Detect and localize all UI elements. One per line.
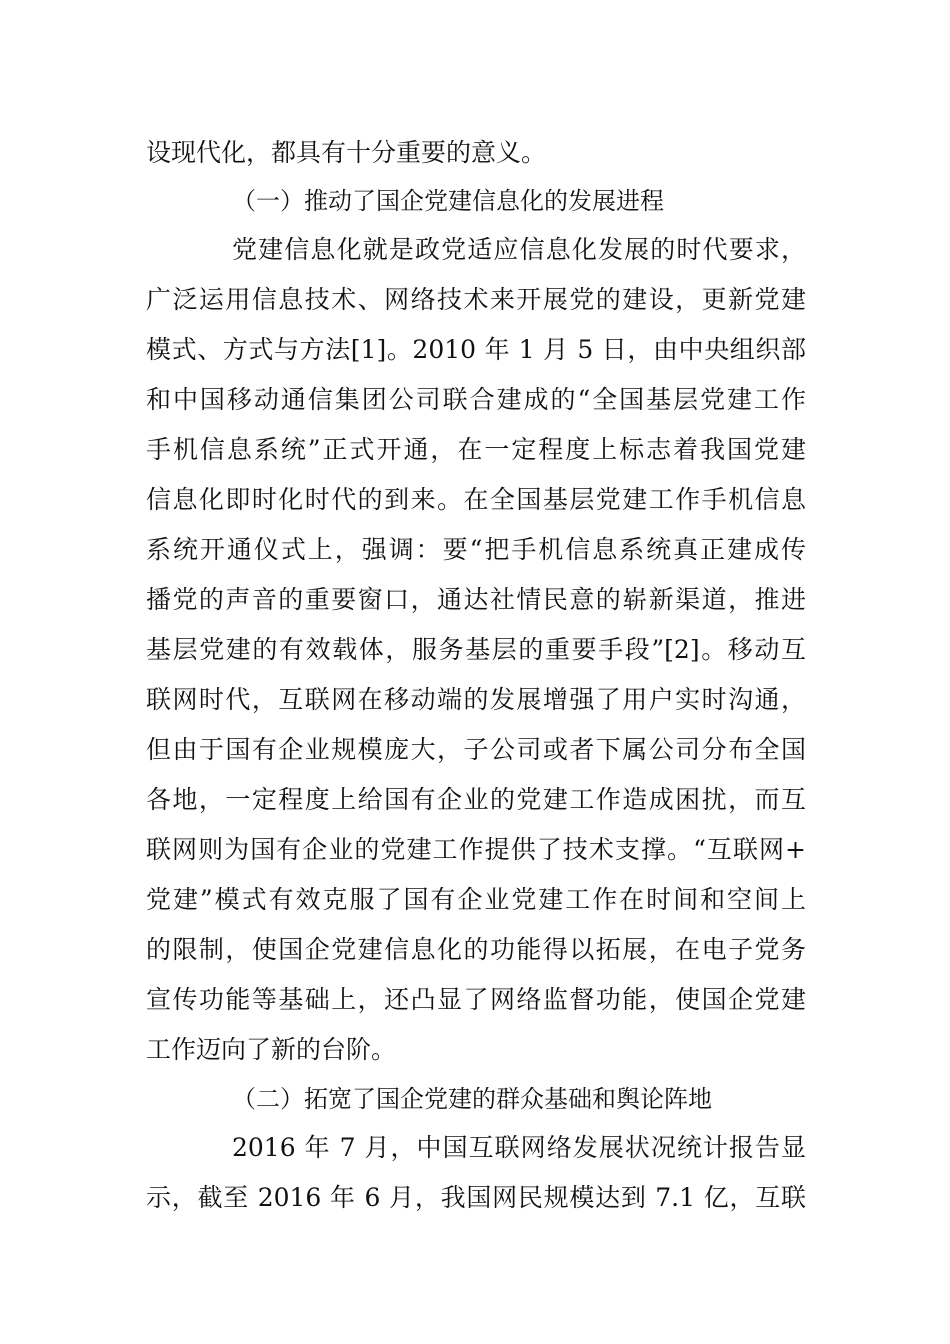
text-line: 联网则为国有企业的党建工作提供了技术支撑。“互联网+ — [146, 835, 806, 864]
text-line: 和中国移动通信集团公司联合建成的“全国基层党建工作 — [146, 385, 806, 414]
text-line: 设现代化，都具有十分重要的意义。 — [146, 138, 547, 167]
text-line: 信息化即时化时代的到来。在全国基层党建工作手机信息 — [146, 485, 806, 514]
section-heading-1: （一）推动了国企党建信息化的发展进程 — [232, 187, 664, 215]
text-line: 2016 年 7 月，中国互联网络发展状况统计报告显 — [232, 1133, 806, 1162]
text-line: 广泛运用信息技术、网络技术来开展党的建设，更新党建 — [146, 285, 806, 314]
text-line: 联网时代，互联网在移动端的发展增强了用户实时沟通， — [146, 685, 806, 714]
text-line: 党建信息化就是政党适应信息化发展的时代要求， — [232, 235, 806, 264]
section-heading-2: （二）拓宽了国企党建的群众基础和舆论阵地 — [232, 1085, 712, 1113]
text-line: 播党的声音的重要窗口，通达社情民意的崭新渠道，推进 — [146, 585, 806, 614]
text-line: 示，截至 2016 年 6 月，我国网民规模达到 7.1 亿，互联 — [146, 1183, 806, 1212]
text-line: 模式、方式与方法[1]。2010 年 1 月 5 日，由中央组织部 — [146, 335, 806, 364]
text-line: 各地，一定程度上给国有企业的党建工作造成困扰，而互 — [146, 785, 806, 814]
text-line: 手机信息系统”正式开通，在一定程度上标志着我国党建 — [146, 435, 806, 464]
text-line: 党建”模式有效克服了国有企业党建工作在时间和空间上 — [146, 885, 806, 914]
text-line: 工作迈向了新的台阶。 — [146, 1035, 397, 1064]
text-line: 宣传功能等基础上，还凸显了网络监督功能，使国企党建 — [146, 985, 806, 1014]
text-line: 但由于国有企业规模庞大，子公司或者下属公司分布全国 — [146, 735, 806, 764]
text-line: 系统开通仪式上，强调：要“把手机信息系统真正建成传 — [146, 535, 806, 564]
text-line: 基层党建的有效载体，服务基层的重要手段”[2]。移动互 — [146, 635, 806, 664]
text-line: 的限制，使国企党建信息化的功能得以拓展，在电子党务 — [146, 935, 806, 964]
